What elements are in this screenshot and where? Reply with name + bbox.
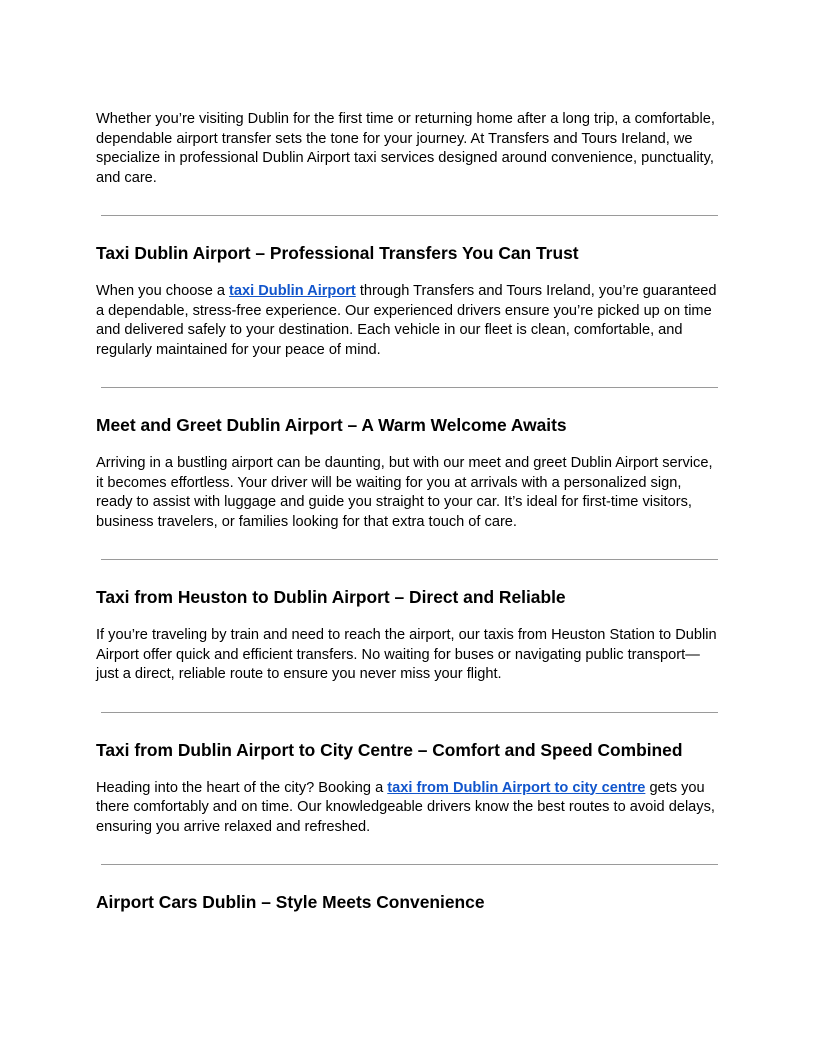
section-heading: Taxi Dublin Airport – Professional Transfers You Can Trust — [96, 243, 579, 263]
section-paragraph — [96, 282, 720, 360]
city-centre-taxi-link[interactable]: taxi from Dublin Airport to city centre — [387, 779, 646, 796]
section-heading: Taxi from Dublin Airport to City Centre – Comfort and Speed Combined — [96, 739, 683, 760]
document-page — [96, 110, 720, 931]
section-divider — [101, 215, 718, 216]
section-airport-cars — [96, 891, 720, 913]
section-city-centre-taxi — [96, 739, 720, 838]
section-taxi-dublin-airport — [96, 242, 720, 360]
section-heuston-taxi — [96, 586, 720, 685]
text-segment: through Transfers and Tours Ireland, you’re guaranteed a dependable, stress-free experience. Our experienced drivers ensure you’re picked up on time and delivered safely to your destination. Each vehicle in our fleet is clean, comfortable, and regularly maintained for your peace of mind. — [96, 283, 717, 358]
section-heading: Meet and Greet Dublin Airport – A Warm Welcome Awaits — [96, 415, 567, 435]
taxi-dublin-airport-link[interactable]: taxi Dublin Airport — [229, 283, 356, 299]
section-paragraph: Arriving in a bustling airport can be daunting, but with our meet and greet Dublin Airport service, it becomes effortless. Your driver will be waiting for you at arrivals with a personalized sign, ready to assist with luggage and guide you straight to your car. It’s ideal for first-time visitors, business travelers, or families looking for that extra touch of care. — [96, 455, 713, 530]
text-segment: When you choose a — [96, 283, 230, 299]
text-segment: gets you there comfortably and on time. Our knowledgeable drivers know the best routes to avoid delays, ensuring you arrive relaxed and refreshed. — [96, 779, 715, 835]
section-paragraph — [96, 779, 720, 838]
text-segment: Heading into the heart of the city? Booking a — [96, 779, 388, 796]
section-meet-and-greet — [96, 414, 720, 532]
intro-paragraph: Whether you’re visiting Dublin for the first time or returning home after a long trip, a comfortable, dependable airport transfer sets the tone for your journey. At Transfers and Tours Ireland, we specialize in professional Dublin Airport taxi services designed around convenience, punctuality, and care. — [96, 111, 715, 186]
section-heading: Airport Cars Dublin – Style Meets Convenience — [96, 892, 485, 912]
section-divider — [101, 559, 718, 560]
section-paragraph: If you’re traveling by train and need to reach the airport, our taxis from Heuston Station to Dublin Airport offer quick and efficient transfers. No waiting for buses or navigating public transport—just a direct, reliable route to ensure you never miss your flight. — [96, 627, 717, 682]
section-heading: Taxi from Heuston to Dublin Airport – Direct and Reliable — [96, 587, 566, 607]
section-divider — [101, 387, 718, 388]
section-divider — [101, 712, 718, 713]
section-divider — [101, 864, 718, 865]
